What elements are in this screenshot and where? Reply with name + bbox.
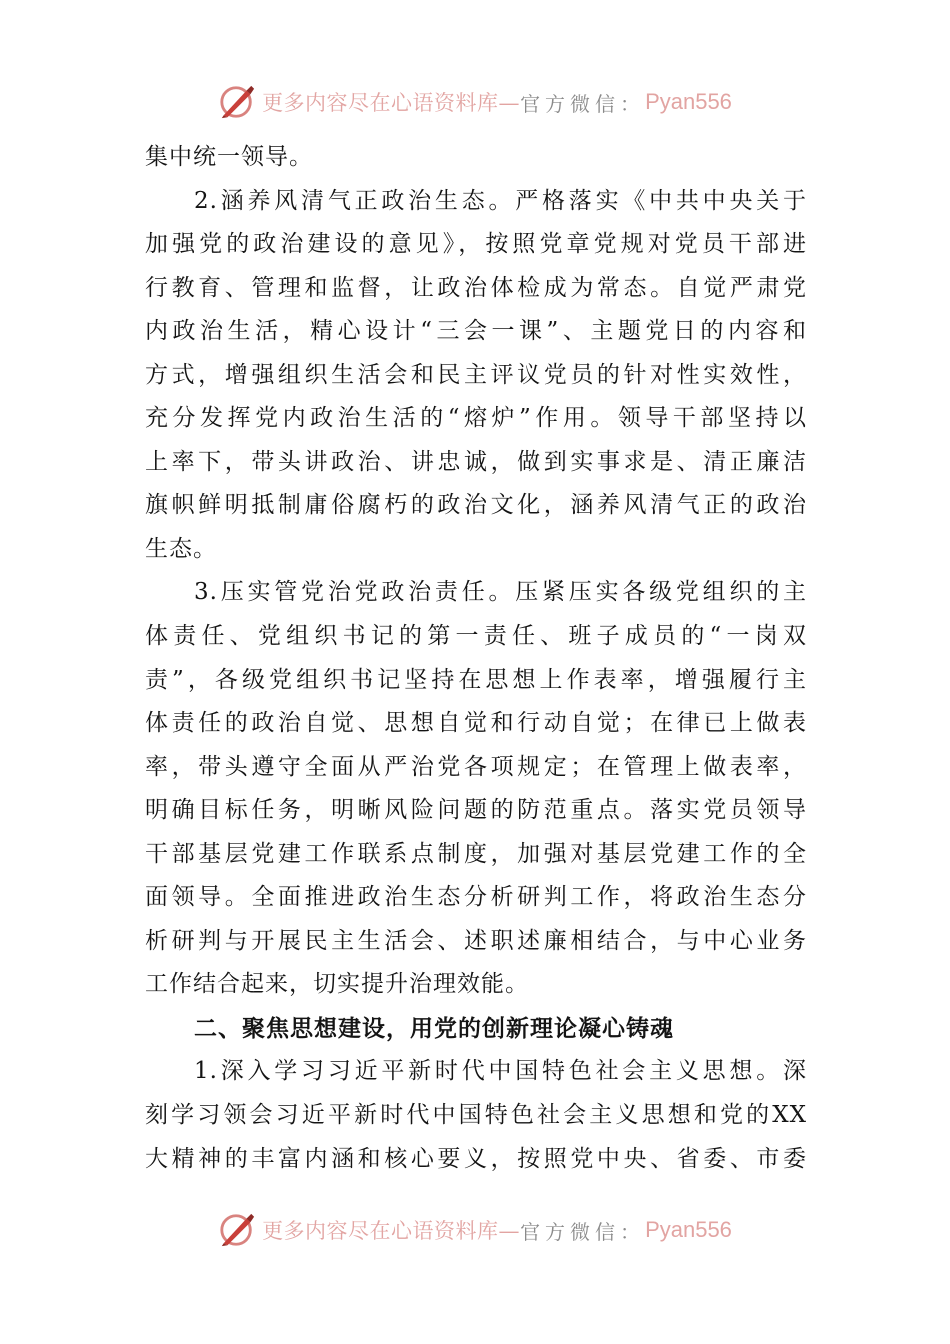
paragraph-line: 大精神的丰富内涵和核心要义，按照党中央、省委、市委 [145,1145,807,1172]
paragraph-line: 析研判与开展民主生活会、述职述廉相结合，与中心业务 [145,927,807,954]
watermark-wechat-id: Pyan556 [645,1217,732,1242]
paragraph-line: 干部基层党建工作联系点制度，加强对基层党建工作的全 [145,840,807,867]
paragraph-line: 刻学习领会习近平新时代中国特色社会主义思想和党的XX [145,1102,807,1129]
paragraph-line: 集中统一领导。 [145,144,313,170]
watermark-text: 更多内容尽在心语资料库— [262,1219,521,1243]
section-heading: 二、聚焦思想建设，用党的创新理论凝心铸魂 [194,1014,674,1042]
paragraph-line: 2.涵养风清气正政治生态。严格落实《中共中央关于 [194,187,807,214]
paragraph-line: 率，带头遵守全面从严治党各项规定；在管理上做表率， [145,753,807,780]
paragraph-line: 面领导。全面推进政治生态分析研判工作，将政治生态分 [145,884,807,911]
watermark-text: 更多内容尽在心语资料库— [262,91,521,115]
paragraph-line: 旗帜鲜明抵制庸俗腐朽的政治文化，涵养风清气正的政治 [145,492,807,519]
paragraph-line: 加强党的政治建设的意见》，按照党章党规对党员干部进 [145,231,807,258]
watermark-wechat-label: 官方微信： [520,91,646,116]
paragraph-line: 方式，增强组织生活会和民主评议党员的针对性实效性， [145,361,807,388]
paragraph-line: 体责任、党组织书记的第一责任、班子成员的“一岗双 [145,623,807,650]
paragraph-line: 工作结合起来，切实提升治理效能。 [145,971,529,998]
paragraph-line: 明确目标任务，明晰风险问题的防范重点。落实党员领导 [145,797,807,824]
pen-circle-logo-icon [218,83,256,121]
document-body [145,136,807,1181]
paragraph-line: 责”，各级党组织书记坚持在思想上作表率，增强履行主 [145,666,807,693]
paragraph-line: 1.深入学习习近平新时代中国特色社会主义思想。深 [194,1058,807,1085]
paragraph-line: 上率下，带头讲政治、讲忠诚，做到实事求是、清正廉洁 [145,448,807,475]
pen-circle-logo-icon [218,1211,256,1249]
paragraph-line: 3.压实管党治党政治责任。压紧压实各级党组织的主 [194,579,807,606]
watermark-bottom [0,1208,950,1252]
paragraph-line: 行教育、管理和监督，让政治体检成为常态。自觉严肃党 [145,274,807,301]
paragraph-line: 生态。 [145,535,217,562]
paragraph-line: 充分发挥党内政治生活的“熔炉”作用。领导干部坚持以 [145,405,807,432]
watermark-wechat-label: 官方微信： [520,1219,646,1244]
paragraph-line: 内政治生活，精心设计“三会一课”、主题党日的内容和 [145,318,807,345]
watermark-top [0,80,950,124]
paragraph-line: 体责任的政治自觉、思想自觉和行动自觉；在律已上做表 [145,710,807,737]
watermark-wechat-id: Pyan556 [645,89,732,114]
